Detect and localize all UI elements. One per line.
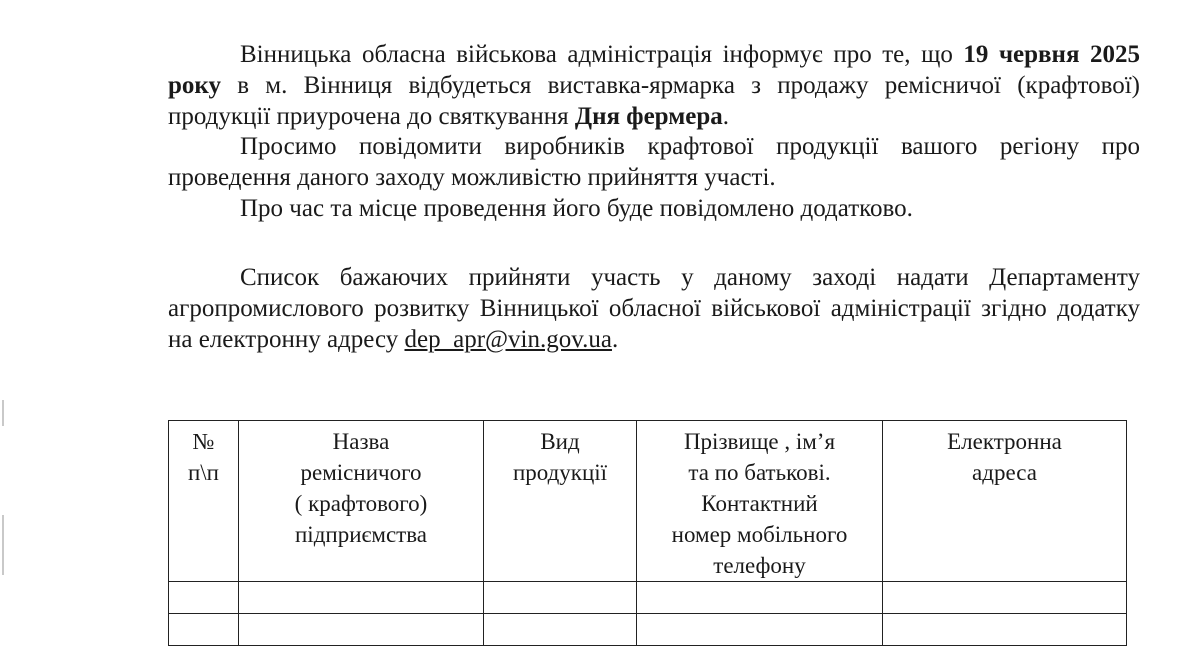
header-enterprise-name: Назва ремісничого ( крафтового) підприємства <box>239 421 484 582</box>
paragraph-notice: Про час та місце проведення його буде повідомлено додатково. <box>240 194 913 222</box>
header-email: Електронна адреса <box>883 421 1127 582</box>
table-cell[interactable] <box>484 582 637 614</box>
email-link[interactable]: dep_apr@vin.gov.ua <box>404 325 612 353</box>
announcement-end: . <box>722 102 729 130</box>
paragraph-announcement <box>168 40 1140 132</box>
header-product-type: Вид продукції <box>484 421 637 582</box>
header-contact-person: Прізвище , ім’я та по батькові. Контактний номер мобільного телефону <box>637 421 883 582</box>
table-cell[interactable] <box>883 582 1127 614</box>
table-header-row <box>169 421 1127 582</box>
table-row <box>169 582 1127 614</box>
event-name: Дня фермера <box>574 102 723 130</box>
table-cell[interactable] <box>637 582 883 614</box>
submission-end: . <box>611 325 619 353</box>
header-number: № п\п <box>169 421 239 582</box>
letter-submission <box>168 263 1140 355</box>
table-cell[interactable] <box>239 582 484 614</box>
submission-text: Список бажаючих прийняти участь у даному заході надати Департаменту агропромислового розвитку Вінницької обласної військової адміністрації згідно додатку на електронну адресу <box>168 264 1140 353</box>
letter-body <box>168 40 1140 225</box>
paragraph-submission <box>168 263 1140 355</box>
event-date: 19 червня 2025 року <box>168 41 1141 99</box>
table-cell[interactable] <box>169 582 239 614</box>
participants-table <box>168 420 1127 646</box>
paragraph-request: Просимо повідомити виробників крафтової продукції вашого регіону про проведення даного заходу можливістю прийняття участі. <box>168 133 1140 192</box>
scan-artifact-mark <box>2 400 4 426</box>
announcement-details: в м. Вінниця відбудеться виставка-ярмарка з продажу ремісничої (крафтової) продукції приурочена до святкування <box>168 71 1140 130</box>
scan-artifact-mark <box>2 515 4 575</box>
announcement-intro: Вінницька обласна військова адміністрація інформує про те, що <box>240 41 953 68</box>
